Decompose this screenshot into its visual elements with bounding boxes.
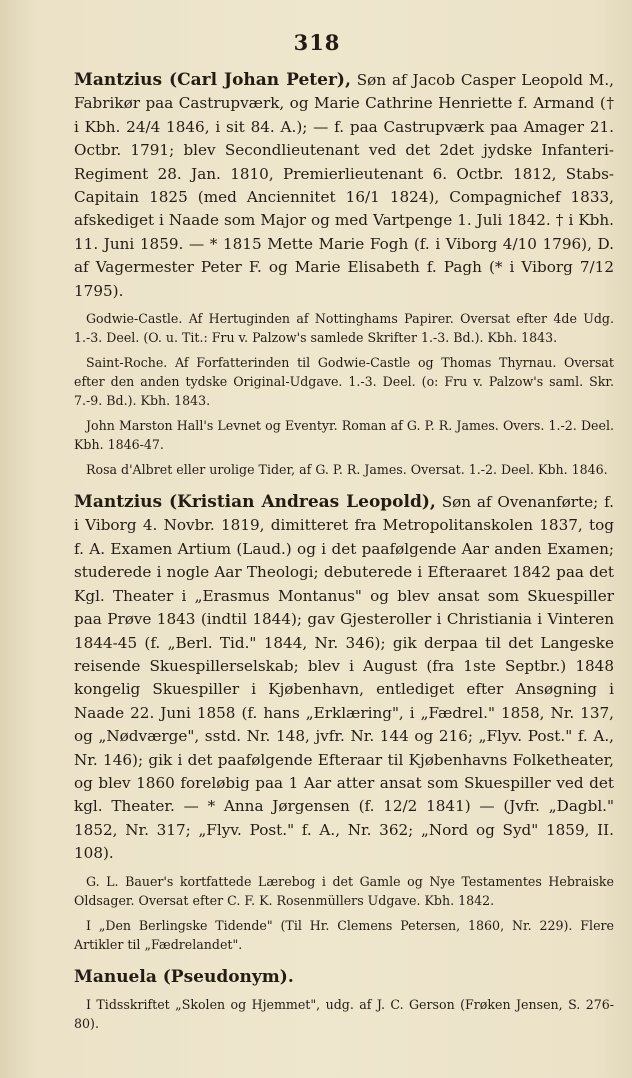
page-number: 318: [293, 30, 341, 55]
work-item: John Marston Hall's Levnet og Eventyr. Roman af G. P. R. James. Overs. 1.-2. Deel. Kbh. 1846-47.: [74, 418, 614, 453]
entry-carl-johan-peter: [74, 69, 614, 303]
entry-body: Søn af Jacob Casper Leopold M., Fabrikør paa Castrupværk, og Marie Cathrine Henriette f. Armand († i Kbh. 24/4 1846, i sit 84. A.); — f. paa Castrupværk paa Amager 21. Octbr. 1791; blev Secondlieutenant ved det 2det jydske Infanteri-Regiment 28. Jan. 1810, Premierlieutenant 6. Octbr. 1812, Stabs-Capitain 1825 (med Anciennitet 16/1 1824), Compagnichef 1833, afskediget i Naade som Major og med Vartpenge 1. Juli 1842. † i Kbh. 11. Juni 1859. — * 1815 Mette Marie Fogh (f. i Viborg 4/10 1796), D. af Vagermester Peter F. og Marie Elisabeth f. Pagh (* i Viborg 7/12 1795).: [74, 71, 615, 300]
entry-body: Søn af Ovenanførte; f. i Viborg 4. Novbr. 1819, dimitteret fra Metropolitanskolen 1837, tog f. A. Examen Artium (Laud.) og i det paafølgende Aar anden Examen; studerede i nogle Aar Theologi; debuterede i Efteraaret 1842 paa det Kgl. Theater i „Erasmus Montanus" og blev ansat som Skuespiller paa Prøve 1843 (indtil 1844); gav Gjesteroller i Christiania i Vinteren 1844-45 (f. „Berl. Tid." 1844, Nr. 346); gik derpaa til det Langeske reisende Skuespillerselskab; blev i August (fra 1ste Septbr.) 1848 kongelig Skuespiller i Kjøbenhavn, entlediget efter Ansøgning i Naade 22. Juni 1858 (f. hans „Erklæring", i „Fædrel." 1858, Nr. 137, og „Nødværge", sstd. Nr. 148, jvfr. Nr. 144 og 216; „Flyv. Post." f. A., Nr. 146); gik i det paafølgende Efteraar til Kjøbenhavns Folketheater, og blev 1860 foreløbig paa 1 Aar atter ansat som Skuespiller ved det kgl. Theater. — * Anna Jørgensen (f. 12/2 1841) — (Jvfr. „Dagbl." 1852, Nr. 317; „Flyv. Post." f. A., Nr. 362; „Nord og Syd" 1859, II. 108).: [74, 493, 615, 863]
entry-headword: Mantzius (Kristian Andreas Leopold),: [74, 492, 436, 513]
work-item: I Tidsskriftet „Skolen og Hjemmet", udg. af J. C. Gerson (Frøken Jensen, S. 276-80).: [74, 996, 614, 1031]
entry-headword: Manuela (Pseudonym).: [74, 966, 294, 987]
work-item: Godwie-Castle. Af Hertuginden af Nottinghams Papirer. Oversat efter 4de Udg. 1.-3. Deel. (O. u. Tit.: Fru v. Palzow's samlede Skrifter 1.-3. Bd.). Kbh. 1843.: [74, 311, 614, 346]
work-item: Rosa d'Albret eller urolige Tider, af G. P. R. James. Oversat. 1.-2. Deel. Kbh. 1846.: [86, 462, 608, 478]
work-item: I „Den Berlingske Tidende" (Til Hr. Clemens Petersen, 1860, Nr. 229). Flere Artikler til „Fædrelandet".: [74, 917, 614, 952]
entry-manuela: [74, 966, 614, 989]
entry-kristian-andreas-leopold: [74, 491, 614, 866]
entry-headword: Mantzius (Carl Johan Peter),: [74, 70, 351, 90]
work-item: Saint-Roche. Af Forfatterinden til Godwie-Castle og Thomas Thyrnau. Oversat efter den anden tydske Original-Udgave. 1.-3. Deel. (o: Fru v. Palzow's saml. Skr. 7.-9. Bd.). Kbh. 1843.: [74, 355, 614, 409]
work-item: G. L. Bauer's kortfattede Lærebog i det Gamle og Nye Testamentes Hebraiske Oldsager. Oversat efter C. F. K. Rosenmüllers Udgave. Kbh. 1842.: [74, 873, 614, 908]
